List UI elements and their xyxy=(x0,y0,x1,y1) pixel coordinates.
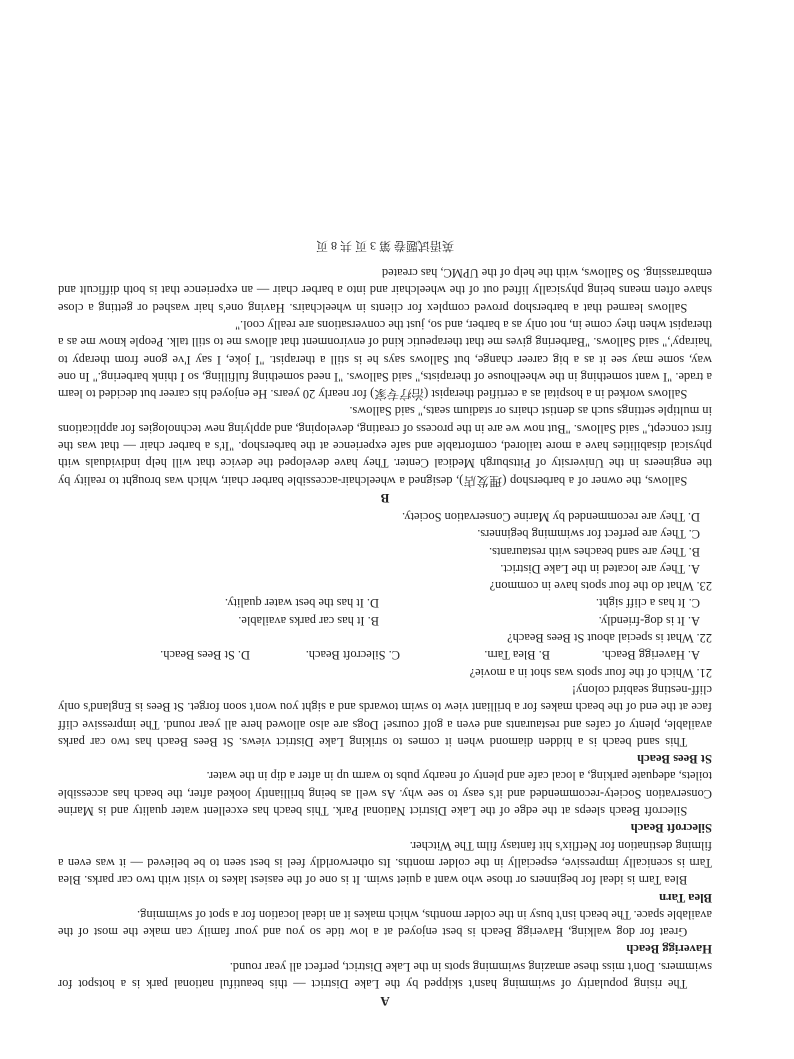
question-22-option-d: D. It has the best water quality. xyxy=(224,596,379,611)
section-b-paragraph-1: Sallows, the owner of a barbershop (理发店), designed a wheelchair-accessible barber chair, which was brought to reality by the engineers in the University of Pittsburgh Medical Center. They have developed the device that will help individuals with physical disabilities have a more tailored, comfortable and safe experience at the barbershop. "It's a barber chair — that was the first concept," said Sallows. "But now we are in the process of creating, developing, and applying new technologies for applications in multiple settings such as dentist chairs or stadium seats," said Sallows. xyxy=(58,404,712,488)
question-22-option-a: A. It is dog-friendly. xyxy=(598,613,700,628)
spot-heading-silecroft: Silecroft Beach xyxy=(630,821,712,836)
spot-heading-haverigg: Haverigg Beach xyxy=(626,942,712,957)
question-22: 22. What is special about St Bees Beach? xyxy=(507,631,712,646)
question-23: 23. What do the four spots have in common? xyxy=(489,579,712,594)
question-21: 21. Which of the four spots was shot in a movie? xyxy=(469,665,712,680)
spot-text-haverigg: Great for dog walking, Haverigg Beach is best enjoyed at a low tide so you and your family can make the most of the available space. The beach isn't busy in the colder months, which makes it an ideal location for a spot of swimming. xyxy=(58,907,712,940)
question-23-option-b: B. They are sand beaches with restaurants. xyxy=(488,544,700,559)
section-a-intro: The rising popularity of swimming hasn't skipped by the Lake District — this beautiful national park is a hotspot for swimmers. Don't miss these amazing swimming spots in the Lake District, perfect all year round. xyxy=(58,959,712,991)
question-23-option-d: D. They are recommended by Marine Conservation Society. xyxy=(402,509,700,524)
section-b-paragraph-2: Sallows worked in a hospital as a certified therapist (治疗专家) for nearly 20 years. He enjoyed his career but decided to learn a trade. "I want something in the wheelhouse of therapists," said Sallows. "I need something fulfilling, so I think barbering." In one way, some may see it as a big career change, but Sallows says he is still a therapist. "I joke, I say I've gone from therapy to 'hairapy'," said Sallows. "Barbering gives me that therapeutic kind of environment that allows me to still talk. People know me as a therapist when they come in, not only as a barber, and so, just the conversations are really cool." xyxy=(58,318,712,402)
question-21-option-c: C. Silecroft Beach. xyxy=(305,648,400,663)
question-22-options-row2 xyxy=(58,594,700,611)
section-a-label: A xyxy=(380,994,390,1009)
spot-text-silecroft: Silecroft Beach sleeps at the edge of the Lake District National Park. This beach has excellent water quality and is Marine Conservation Society-recommended and it's easy to see why. As well as being brilliantly looked after, the beach has accessible toilets, adequate parking, a local cafe and plenty of nearby pubs to warm up in after a dip in the water. xyxy=(58,769,712,819)
question-23-option-c: C. They are perfect for swimming beginners. xyxy=(477,527,700,542)
question-21-option-a: A. Haverigg Beach. xyxy=(601,648,700,663)
section-b-paragraph-3: Sallows learned that a barbershop proved complex for clients in wheelchairs. Having one's hair washed or getting a close shave often means being physically lifted out of the wheelchair and into a barber chair — an experience that is both difficult and embarrassing. So Sallows, with the help of the UPMC, has created xyxy=(58,266,712,315)
page-footer: 英语试题卷 第 3 页 共 8 页 xyxy=(316,238,455,253)
spot-text-st-bees: This sand beach is a hidden diamond when it comes to striking Lake District views. St Bees Beach has two car parks available, plenty of cafes and restaurants and even a golf course! Dogs are also allowed here all year round. The impressive cliff face at the end of the beach makes for a brilliant view to swim towards and a sight you won't soon forget. St Bees is England's only cliff-nesting seabird colony! xyxy=(58,682,712,749)
question-21-option-b: B. Blea Tarn. xyxy=(484,648,550,663)
spot-heading-blea-tarn: Blea Tarn xyxy=(659,890,712,905)
question-22-option-b: B. It has car parks available. xyxy=(238,613,379,628)
question-22-option-c: C. It has a cliff sight. xyxy=(595,596,700,611)
question-21-options xyxy=(58,646,700,663)
section-b-label: B xyxy=(380,490,390,506)
spot-text-blea-tarn: Blea Tarn is ideal for beginners or those who want a quiet swim. It is one of the easiest lakes to visit with two car parks. Blea Tarn is scenically impressive, especially in the colder months. Its otherworldly feel is best seen to be believed — it was even a filming destination for Netflix's hit fantasy film The Witcher. xyxy=(58,838,712,888)
question-23-option-a: A. They are located in the Lake District. xyxy=(500,561,700,576)
question-22-options-row1 xyxy=(58,611,700,628)
spot-heading-st-bees: St Bees Beach xyxy=(637,752,712,767)
question-21-option-d: D. St Bees Beach. xyxy=(160,648,250,663)
